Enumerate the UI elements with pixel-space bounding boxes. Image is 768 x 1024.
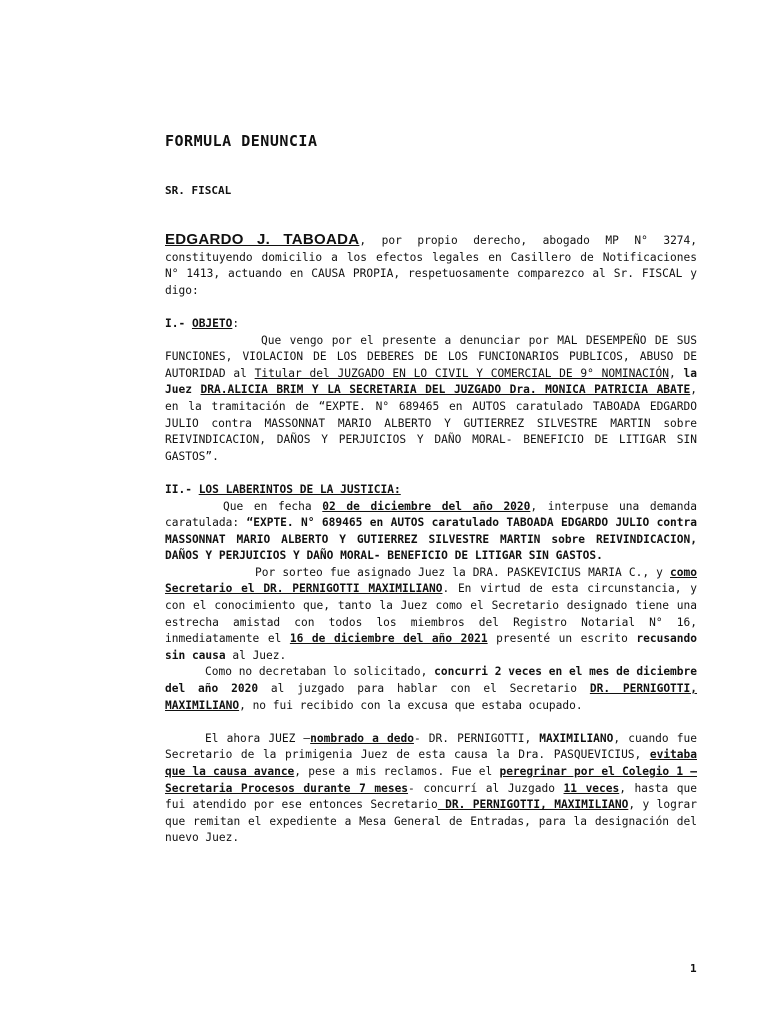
addressee: SR. FISCAL (165, 184, 232, 197)
section-2-paragraph-a: Que en fecha 02 de diciembre del año 2020, interpuse una demanda caratulada: “EXPTE. N° 689465 en AUTOS caratulado TABOADA EDGARDO JULIO contra MASSONNAT MARIO ALBERTO Y GUTIERREZ SILVESTRE MARTIN sobre REIVINDICACION, DAÑOS Y PERJUICIOS Y DAÑO MORAL- BENEFICIO DE LITIGAR SIN GASTOS. (165, 499, 698, 563)
section-1-heading: I.- OBJETO: (165, 316, 240, 330)
section-1-title: OBJETO (191, 316, 233, 330)
section-2-paragraph-b: Por sorteo fue asignado Juez la DRA. PASKEVICIUS MARIA C., y como Secretario el DR. PERNIGOTTI MAXIMILIANO. En virtud de esta circunstancia, y con el conocimiento que, tanto la Juez como el Secretario designado tiene una estrecha amistad con todos los miembros del Registro Notarial N° 16, inmediatamente el 16 de diciembre del año 2021 presenté un escrito recusando sin causa al Juez. (165, 565, 698, 662)
author-name: EDGARDO J. TABOADA (165, 231, 360, 248)
section-2-paragraph-c: Como no decretaban lo solicitado, concurri 2 veces en el mes de diciembre del año 2020 al juzgado para hablar con el Secretario DR. PERNIGOTTI, MAXIMILIANO, no fui recibido con la excusa que estaba ocupado. (165, 665, 698, 712)
page-number: 1 (690, 962, 697, 975)
document-body (165, 232, 697, 847)
document-title: FORMULA DENUNCIA (165, 132, 318, 150)
section-2-title: LOS LABERINTOS DE LA JUSTICIA: (198, 482, 401, 496)
intro-paragraph: EDGARDO J. TABOADA, por propio derecho, abogado MP N° 3274, constituyendo domicilio a los efectos legales en Casillero de Notificaciones N° 1413, actuando en CAUSA PROPIA, respetuosamente comparezco al Sr. FISCAL y digo: (165, 231, 698, 297)
section-2-paragraph-d: El ahora JUEZ –nombrado a dedo- DR. PERNIGOTTI, MAXIMILIANO, cuando fue Secretario de la primigenia Juez de esta causa la Dra. PASQUEVICIUS, evitaba que la causa avance, pese a mis reclamos. Fue el peregrinar por el Colegio 1 – Secretaria Procesos durante 7 meses- concurrí al Juzgado 11 veces, hasta que fui atendido por ese entonces Secretario DR. PERNIGOTTI, MAXIMILIANO, y lograr que remitan el expediente a Mesa General de Entradas, para la designación del nuevo Juez. (165, 731, 698, 845)
section-1-paragraph: Que vengo por el presente a denunciar por MAL DESEMPEÑO DE SUS FUNCIONES, VIOLACION DE LOS DEBERES DE LOS FUNCIONARIOS PUBLICOS, ABUSO DE AUTORIDAD al Titular del JUZGADO EN LO CIVIL Y COMERCIAL DE 9° NOMINACIÓN, la Juez DRA.ALICIA BRIM Y LA SECRETARIA DEL JUZGADO Dra. MONICA PATRICIA ABATE, en la tramitación de “EXPTE. N° 689465 en AUTOS caratulado TABOADA EDGARDO JULIO contra MASSONNAT MARIO ALBERTO Y GUTIERREZ SILVESTRE MARTIN sobre REIVINDICACION, DAÑOS Y PERJUICIOS Y DAÑO MORAL- BENEFICIO DE LITIGAR SIN GASTOS”. (165, 333, 697, 463)
section-2-heading: II.- LOS LABERINTOS DE LA JUSTICIA: (165, 482, 401, 496)
